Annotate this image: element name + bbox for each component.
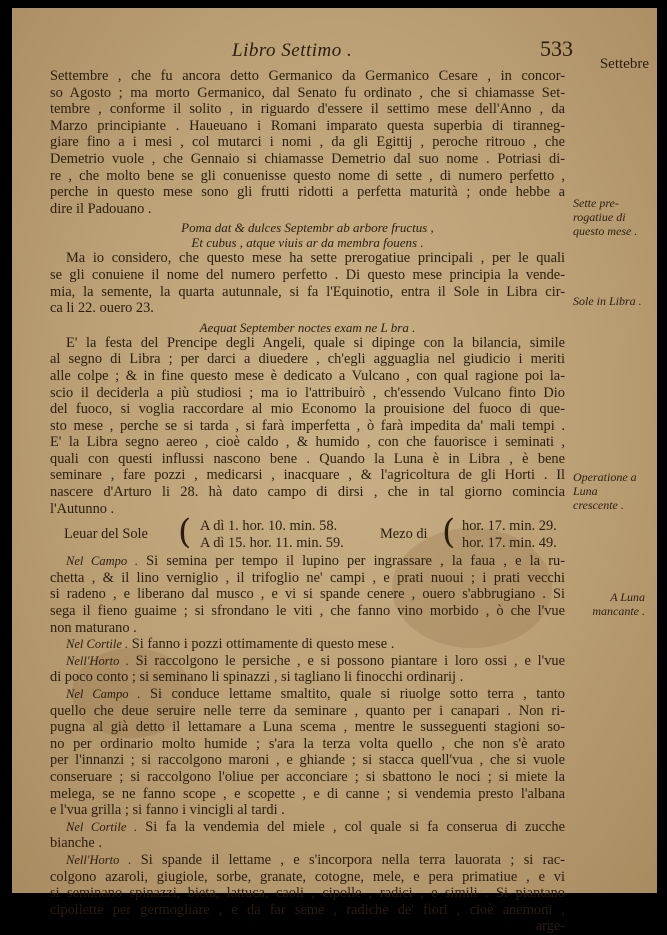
text-span: Si raccolgono le persiche , e si possono piantare i loro ossi , e l'vue xyxy=(135,652,566,669)
book-page xyxy=(12,8,657,935)
brace-left: ( xyxy=(442,512,456,553)
margin-note-prerogatives: Sette pre-rogatiue di questo mese . xyxy=(573,196,638,238)
text-line: Demetrio vuole , che Gennaio si chiamasse Demetrio dal suo nome . Potriasi di- xyxy=(50,150,565,167)
text-line xyxy=(50,819,565,836)
text-line: Settembre , che fu ancora detto Germanico da Germanico Cesare , in concor- xyxy=(50,68,565,84)
text-line: pugna al già detto il lettamare a Luna scema , mentre le susseguenti stagioni so- xyxy=(50,719,565,736)
verse-line: Aequat September noctes exam ne L bra . xyxy=(199,319,416,335)
text-line: melega, se ne fanno scope , e scopette , e di canne ; si vendemia presto l'albana xyxy=(50,785,565,802)
text-line: si seminano spinazzi, bieta, lattuca, caoli , cipolle , radici , e simili . Si piantano xyxy=(50,885,565,902)
margin-note-settembre: Settebre xyxy=(599,56,649,72)
sunrise-row: A dì 1. hor. 10. min. 58. xyxy=(200,518,338,535)
text-line xyxy=(50,653,565,670)
text-line: l'Autunno . xyxy=(50,500,115,517)
sunrise-table xyxy=(50,512,565,553)
margin-note-sole-in-libra: Sole in Libra . xyxy=(573,294,642,308)
paragraph-intro xyxy=(50,68,565,217)
text-line: colgono azaroli, giugiole, sorbe, granate, cotogne, mele, e pera primatiue , e vi xyxy=(50,868,565,885)
text-line: del fuoco, si voglia raccordare al mio Economo la prouisione del fuoco di que- xyxy=(50,401,565,418)
text-line xyxy=(50,852,565,869)
text-line: cipollette per germogliare , e da far seme , radiche de' fiori , cioè anemoni , xyxy=(50,901,565,918)
text-line xyxy=(50,636,565,653)
text-line: no per ordinario molto humide ; s'ara la terza volta quello , che non s'è arato xyxy=(50,735,565,752)
text-line: non maturano . xyxy=(50,619,137,636)
text-line: mia, la semente, la quarta autunnale, si fa l'Equinotio, entra il Sole in Libra cir- xyxy=(50,283,565,300)
section-label: Nell'Horto . xyxy=(66,852,132,867)
text-line: quello che deue seruire nelle terre da seminare , quanto per i canapari . Non ri- xyxy=(50,702,565,719)
section-label: Nel Cortile . xyxy=(66,637,129,652)
text-line: E' la festa del Prencipe degli Angeli, quale si dipinge con la bilancia, simile xyxy=(66,334,565,351)
text-line: per l'innanzi ; si raccolgono maroni , e ghiande ; si stacca quell'vua , che si vuole xyxy=(50,752,565,769)
text-line: E' la Libra segno aereo , cioè caldo , & humido , con che fauorisce i seminati , xyxy=(50,434,565,451)
midday-row: hor. 17. min. 49. xyxy=(462,535,557,552)
text-line: sto mese , perche se si tarda , si farà imperfetta , ò farà impedita da' mali tempi . xyxy=(50,417,565,434)
running-head: Libro Settimo . xyxy=(232,40,353,61)
text-line: dire il Padouano . xyxy=(50,200,152,217)
section-label: Nel Campo . xyxy=(66,687,141,701)
section-label: Nel Cortile . xyxy=(66,819,138,834)
text-line: alle colpe ; & in fine questo mese è dedicato a Vulcano , con qual ragione poi la- xyxy=(50,367,565,384)
text-line: sega il fieno guaime ; si sfrondano le viti , che fanno vino morbido , ò che l'vue xyxy=(50,603,565,620)
text-span: Si fanno i pozzi ottimamente di questo mese . xyxy=(131,636,395,653)
verse-line: Et cubus , atque viuis ar da membra fouens . xyxy=(191,235,424,251)
text-line: bianche . xyxy=(50,835,102,852)
text-span: Si spande il lettame , e s'incorpora nella terra lauorata ; si rac- xyxy=(140,851,565,868)
margin-note-luna-mancante: A Luna mancante . xyxy=(592,590,645,618)
text-span: Si fa la vendemia del miele , col quale si fa conserua di zucche xyxy=(145,818,565,835)
section-label: Nell'Horto . xyxy=(66,653,129,668)
sunrise-row: A dì 15. hor. 11. min. 59. xyxy=(200,535,344,552)
text-line: Ma io considero, che questo mese ha sette prerogatiue principali , per le quali xyxy=(66,250,565,267)
verse-line: Poma dat & dulces Septembr ab arbore fructus , xyxy=(181,220,434,236)
section-label: Nel Campo . xyxy=(66,554,138,569)
text-line: scio il deciderla a più studiosi ; ma io l'attribuirò , ch'essendo Vulcano finto Dio xyxy=(50,384,565,401)
paragraph-michael-libra xyxy=(50,335,565,518)
text-line: si radeno , e liberano dal musco , e vi si spande cenere , ouero s'abbrugiano . Si xyxy=(50,586,565,603)
text-line xyxy=(50,686,565,703)
text-line: perche in questo mese sono gli frutti ridotti a perfetta maturità ; onde hebbe a xyxy=(50,184,565,201)
sunrise-label: Leuar del Sole xyxy=(64,526,148,543)
text-line: di poco conto ; si seminano li spinazzi , si tagliano li finocchi ordinarij . xyxy=(50,669,464,686)
text-line: ca li 22. ouero 23. xyxy=(50,300,154,317)
text-line: re , che molto bene se gli conuenisse questo nome di sette , di numero perfetto , xyxy=(50,167,565,184)
text-line: al segno di Libra ; per darci a diuedere , ch'egli agguaglia nel giudicio i meriti xyxy=(50,351,565,368)
paragraph-prerogatives xyxy=(50,250,565,316)
section-luna-crescente xyxy=(50,553,565,686)
text-span: Si conduce lettame smaltito, quale si riuolge sotto terra , tanto xyxy=(150,686,565,702)
text-line: giare fino a i mesi , col mutarci i nomi , da gli Egittij , peroche ritrouo , che xyxy=(50,134,565,151)
text-line: seminare , fare pozzi , medicarsi , inacquare , & l'agricoltura de gli Horti . Il xyxy=(50,467,565,484)
text-line: so Agosto ; ma morto Germanico, dal Senato fu ordinato , che si chiamasse Set- xyxy=(50,84,565,101)
section-luna-mancante xyxy=(50,686,565,935)
midday-row: hor. 17. min. 29. xyxy=(462,518,557,535)
text-line: chetta , & il lino verniglio , il trifoglio ne' campi , e prati nuoui ; i prati vecchi xyxy=(50,569,565,586)
text-line: e l'vua grilla ; si fanno i vincigli al tardi . xyxy=(50,802,285,819)
text-span: Si semina per tempo il lupino per ingrassare , la faua , e la ru- xyxy=(146,553,565,570)
brace-left: ( xyxy=(178,512,192,553)
margin-note-luna-crescente: Operatione a Luna crescente . xyxy=(573,470,637,512)
text-line xyxy=(50,553,565,570)
text-line: se gli conuiene il nome del numero perfetto . Di questo mese principia la vende- xyxy=(50,266,565,283)
text-line: nascere d'Arturo li 28. hà dato campo di dirsi , che in tal giorno comincia xyxy=(50,484,565,501)
text-line: Marzo principiante . Haueuano i Romani imparato questa superbia di tiranneg- xyxy=(50,117,565,134)
midday-label: Mezo di xyxy=(380,526,428,543)
page-number: 533 xyxy=(540,36,573,61)
text-line: conseruare ; si raccolgono l'oliue per acconciare ; si sbattono le noci ; si miete la xyxy=(50,768,565,785)
catchword: arge- xyxy=(535,918,565,935)
text-line: quali con questi influssi nascono bene . Quando la Luna è in Libra , è bene xyxy=(50,450,565,467)
page-body xyxy=(50,68,565,935)
text-line: tembre , conforme il solito , in riguardo d'essere il settimo mese dell'Anno , da xyxy=(50,101,565,118)
